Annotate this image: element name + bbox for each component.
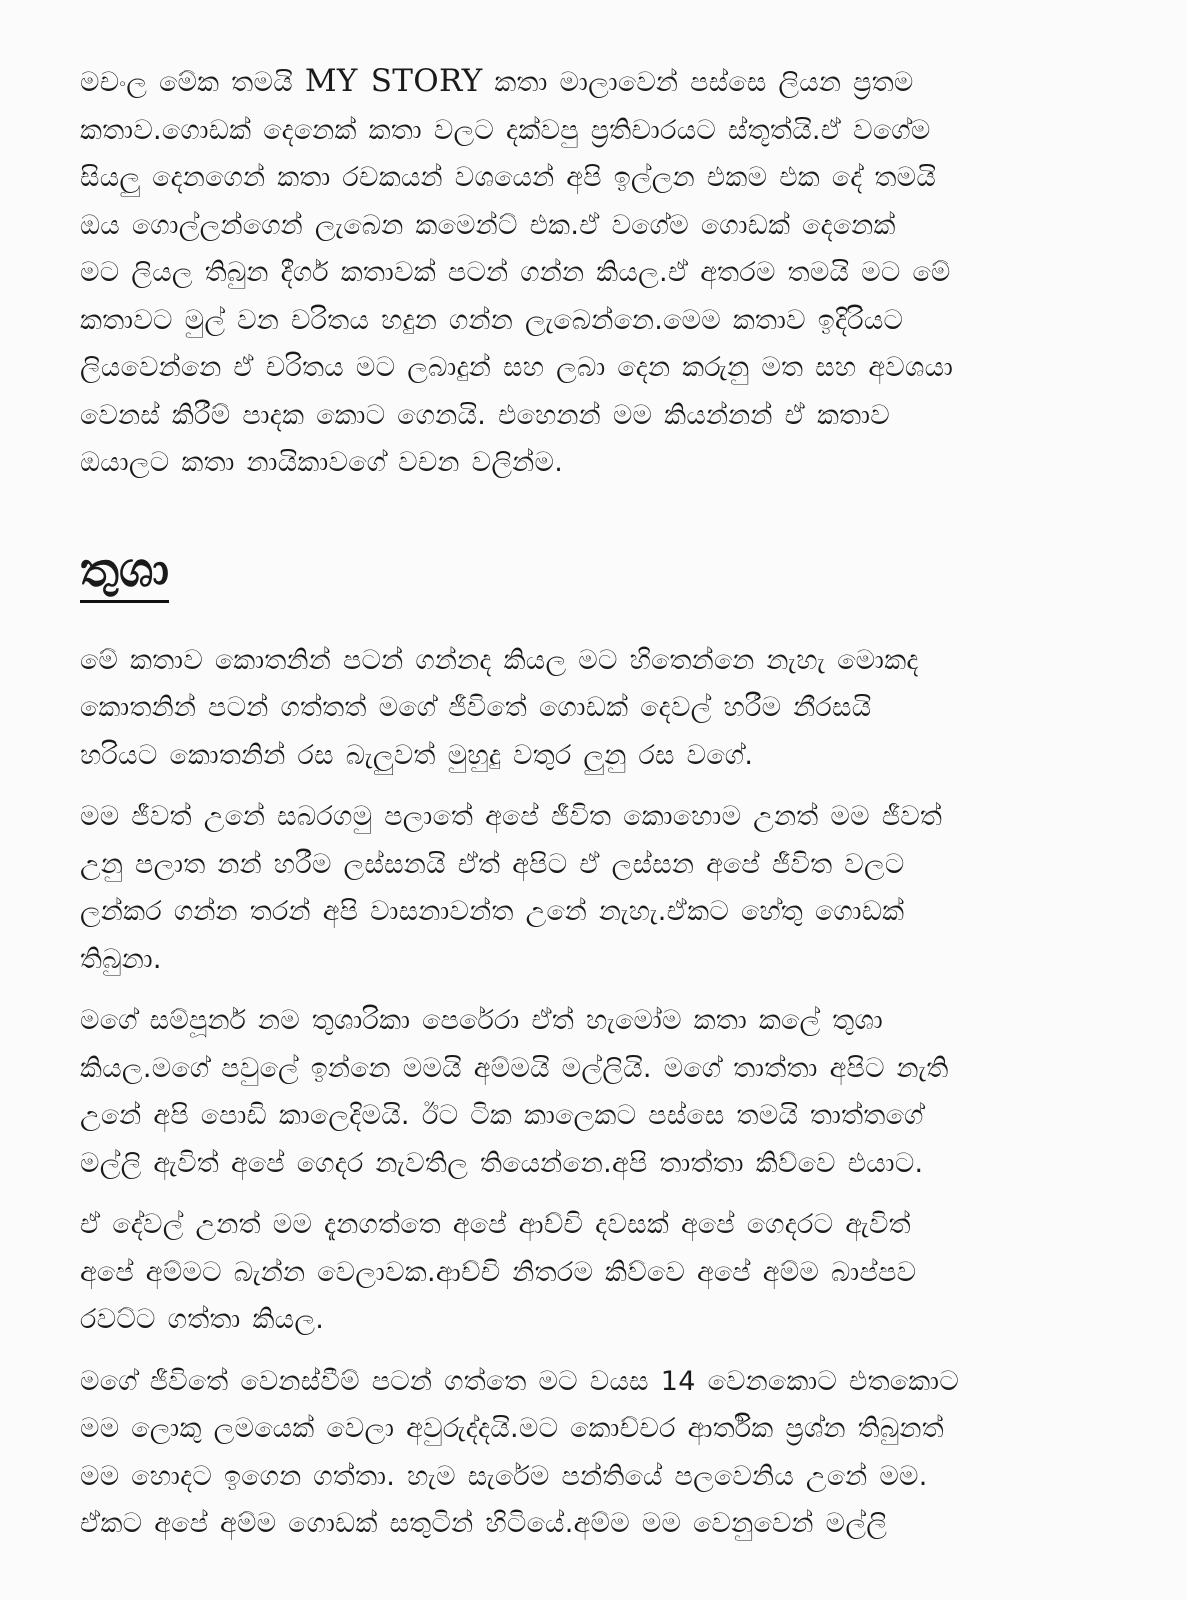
text-line: උනු පලාත නන් හරීම ලස්සනයි ඒත් අපිට ඒ ලස්සන අපේ ජීවිත වලට bbox=[80, 848, 905, 880]
text-line: තිබුනා. bbox=[80, 943, 162, 975]
text-line: අපේ අම්මට බැන්න වෙලාවක.ආච්චි නිතරම කිව්වෙ අපේ අම්ම බාප්පව bbox=[80, 1256, 917, 1288]
text-line: කතාවට මුල් වන චරිතය හදුන ගන්න ලැබෙන්නෙ.මෙම කතාව ඉදිරියට bbox=[80, 304, 904, 336]
story-title-text: තුශා bbox=[80, 542, 169, 603]
intro-paragraph bbox=[80, 58, 1090, 487]
text-line: මගේ සම්පූර්න නම තුශාරිකා පෙරේරා ඒත් හැමෝම කතා කලේ තුශා bbox=[80, 1005, 883, 1036]
text-line: ලන්කර ගන්න තරන් අපි වාසනාවන්ත උනේ නැහැ.ඒකට හේතු ගොඩක් bbox=[80, 896, 905, 927]
text-line: ලියවෙන්නෙ ඒ චරිතය මට ලබාදුන් සහ ලබා දෙන කරුනු මත සහ අවශයා bbox=[80, 352, 954, 383]
text-line: මේ කතාව කොතනින් පටන් ගන්නද කියල මට හිතෙන්නෙ නැහැ මොකද bbox=[80, 644, 919, 676]
text-line: මම ලොකු ලමයෙක් වෙලා අවුරුද්දයි.මට කොච්චර ආර්තික ප්‍රශ්න තිබුනත් bbox=[80, 1413, 944, 1444]
text-line: ඒ දේවල් උනත් මම දැනගත්තෙ අපේ ආච්චි දවසක් අපේ ගෙදරට ඇවිත් bbox=[80, 1209, 911, 1240]
text-line: උනේ අපි පොඩි කාලෙදිමයි. ඊට ටික කාලෙකට පස්සෙ තමයි තාත්තගේ bbox=[80, 1100, 924, 1131]
paragraph-gap bbox=[80, 779, 1090, 793]
text-line: සියලු දෙනගෙන් කතා රචකයන් වශයෙන් අපි ඉල්ලන එකම එක දේ තමයි bbox=[80, 162, 937, 193]
story-paragraph-2 bbox=[80, 793, 1090, 983]
story-paragraph-1 bbox=[80, 637, 1090, 780]
paragraph-gap bbox=[80, 983, 1090, 997]
text-line: හරියට කොතනින් රස බැලුවත් මුහුදු වතුර ලුනු රස වගේ. bbox=[80, 739, 754, 771]
text-line: ඒකට අපේ අම්ම ගොඩක් සතුටින් හිටියේ.අම්ම මම වෙනුවෙන් මල්ලි bbox=[80, 1508, 888, 1539]
series-name: MY STORY bbox=[304, 63, 483, 99]
text-line: මගේ ජීවිතේ වෙනස්වීම් පටන් ගත්තෙ මට වයස 14 වෙනකොට එතකොට bbox=[80, 1365, 960, 1397]
paragraph-gap bbox=[80, 1344, 1090, 1358]
story-paragraph-4 bbox=[80, 1201, 1090, 1344]
story-body bbox=[80, 58, 1090, 1548]
paragraph-gap bbox=[80, 1187, 1090, 1201]
text-line: ඔය ගොල්ලන්ගෙන් ලැබෙන කමෙන්ට් එක.ඒ වගේම ගොඩක් දෙනෙක් bbox=[80, 209, 896, 241]
text-line: කතාව.ගොඩක් දෙනෙක් කතා වලට දක්වපු ප්‍රතිචාරයට ස්තූත්යි.ඒ වගේම bbox=[80, 114, 931, 146]
text-line: කොතනින් පටන් ගත්තත් මගේ ජීවිතේ ගොඩක් දෙවල් හරීම නීරසයි bbox=[80, 692, 872, 723]
text-line: මචංල මේක තමයි MY STORY කතා මාලාවෙන් පස්සෙ ලියන ප්‍රතම bbox=[80, 63, 914, 99]
text-line: ඔයාලට කතා නායිකාවගේ වචන වලින්ම. bbox=[80, 447, 564, 478]
text-line: කියල.මගේ පවුලේ ඉන්නෙ මමයි අම්මයි මල්ලියි. මගේ තාත්තා අපිට නැති bbox=[80, 1052, 949, 1084]
text-line: වෙනස් කිරීම් පාදක කොට ගෙනයි. එහෙනන් මම කියන්නන් ඒ කතාව bbox=[80, 399, 890, 431]
text-line: රවට්ට ගත්තා කියල. bbox=[80, 1304, 325, 1335]
story-title bbox=[80, 487, 1090, 637]
text-line: මම ජීවත් උනේ සබරගමු පලාතේ අපේ ජීවිත කොහොම උනත් මම ජීවත් bbox=[80, 801, 943, 832]
story-paragraph-5 bbox=[80, 1358, 1090, 1548]
text-line: මට ලියල තිබුන දීර්ග කතාවක් පටන් ගන්න කියල.ඒ අතරම තමයි මට මේ bbox=[80, 257, 951, 288]
story-paragraph-3 bbox=[80, 997, 1090, 1187]
text-line: මම හොදට ඉගෙන ගත්තා. හැම සැරේම පන්තියේ පලවෙනිය උනේ මම. bbox=[80, 1460, 928, 1492]
text-line: මල්ලි ඇවිත් අපේ ගෙදර නැවතිල තියෙන්නෙ.අපි තාත්තා කිව්වෙ එයාට. bbox=[80, 1147, 924, 1179]
